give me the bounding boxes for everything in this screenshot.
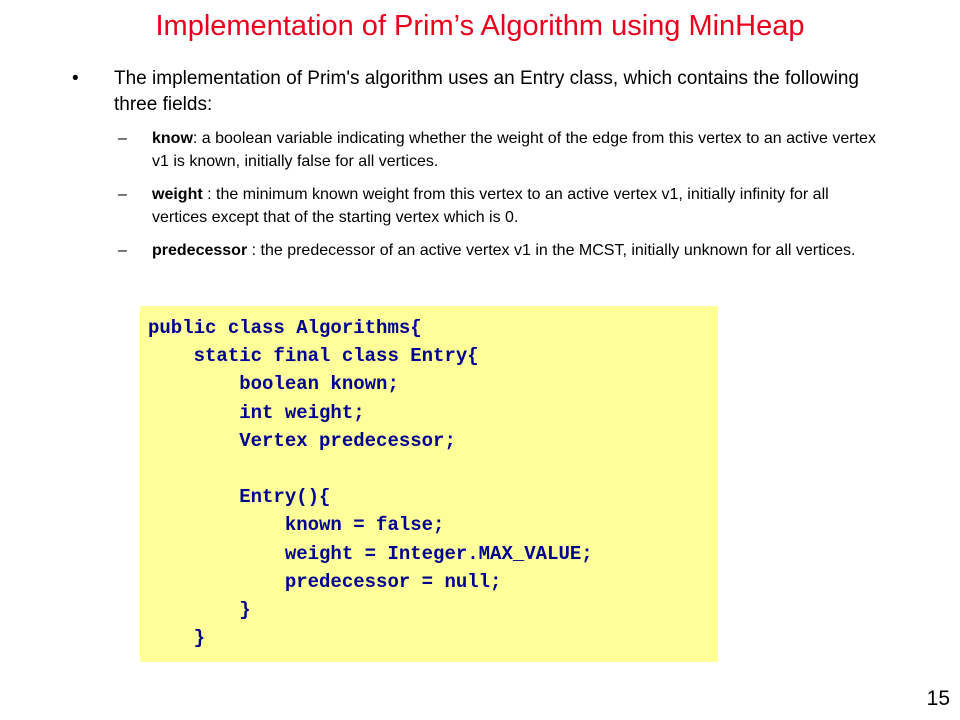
- code-line: int weight;: [148, 401, 365, 424]
- code-line: }: [148, 627, 206, 650]
- dash-marker: –: [118, 130, 127, 147]
- code-line: Vertex predecessor;: [148, 429, 456, 452]
- code-block: [140, 306, 718, 662]
- bullet-marker: •: [72, 68, 79, 89]
- field-description-know: : a boolean variable indicating whether the weight of the edge from this vertex to an active vertex v1 is known, initially false for all vertices.: [152, 130, 876, 170]
- dash-marker: –: [118, 242, 127, 259]
- code-line: Entry(){: [148, 486, 331, 509]
- bullet-text: The implementation of Prim's algorithm uses an Entry class, which contains the following three fields:: [114, 68, 859, 115]
- field-item-weight: [118, 184, 878, 229]
- code-line: weight = Integer.MAX_VALUE;: [148, 542, 593, 565]
- field-list: [118, 128, 878, 274]
- slide-title: Implementation of Prim’s Algorithm using MinHeap: [155, 10, 805, 42]
- code-line: public class Algorithms{: [148, 317, 422, 339]
- page-number: 15: [926, 687, 950, 710]
- field-item-know: [118, 128, 878, 173]
- code-line: static final class Entry{: [148, 345, 479, 368]
- field-description-weight: : the minimum known weight from this vertex to an active vertex v1, initially infinity for all vertices except that of the starting vertex which is 0.: [152, 186, 829, 226]
- main-bullet: [72, 66, 872, 118]
- field-term-know: know: [152, 130, 193, 147]
- code-line: }: [148, 598, 251, 621]
- field-term-predecessor: predecessor: [152, 242, 248, 259]
- code-line: [148, 455, 718, 483]
- field-term-weight: weight: [152, 186, 203, 203]
- field-description-predecessor: : the predecessor of an active vertex v1 in the MCST, initially unknown for all vertices.: [247, 242, 856, 259]
- field-item-predecessor: [118, 240, 878, 263]
- code-line: known = false;: [148, 514, 445, 537]
- code-line: predecessor = null;: [148, 570, 502, 593]
- dash-marker: –: [118, 186, 127, 203]
- code-line: boolean known;: [148, 373, 399, 396]
